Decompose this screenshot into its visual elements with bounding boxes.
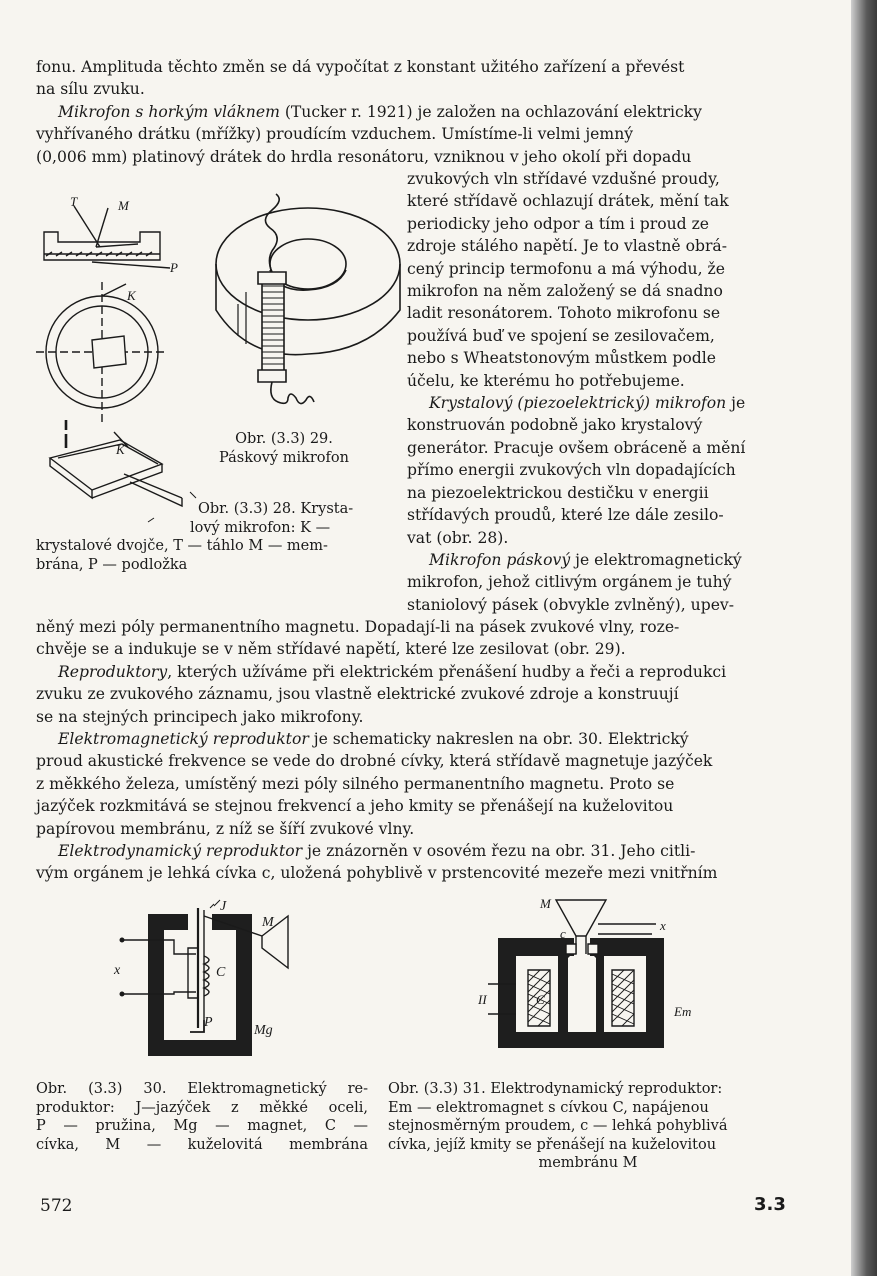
rod-line <box>74 206 100 247</box>
lead-wire-bottom <box>271 382 314 404</box>
ribbon <box>262 276 284 376</box>
text-line: účelu, ke kterému ho potřebujeme. <box>407 371 685 390</box>
caption-fig31 <box>388 1080 788 1173</box>
text-line: používá buď ve spojení se zesilovačem, <box>407 326 715 345</box>
page-number: 572 <box>40 1196 73 1216</box>
text-line: střídavých proudů, které lze dále zesilo- <box>407 506 724 525</box>
caption-line: Obr. (3.3) 31. Elektrodynamický reproduktor: <box>388 1081 723 1097</box>
caption-line: produktor: J—jazýček z měkké oceli, <box>36 1099 368 1116</box>
text-line: vat (obr. 28). <box>407 528 509 547</box>
term-hot-wire-microphone: Mikrofon s horkým vláknem <box>58 102 280 121</box>
text-block-bottom <box>36 616 784 885</box>
text-fragment: je <box>726 394 746 413</box>
text-line: zdroje stálého napětí. Je to vlastně obrá- <box>407 237 727 256</box>
term-crystal-microphone: Krystalový (piezoelektrický) mikrofon <box>429 394 727 413</box>
text-line: zvuku ze zvukového záznamu, jsou vlastně elektrické zvukové zdroje a konstruují <box>36 685 679 704</box>
term-loudspeakers: Reproduktory <box>58 662 168 681</box>
text-line: papírovou membránu, z níž se šíří zvukové vlny. <box>36 819 415 838</box>
text-line: něný mezi póly permanentního magnetu. Dopadají-li na pásek zvukové vlny, roze- <box>36 618 680 636</box>
ribbon-clamp-top <box>258 272 286 284</box>
caption-line: cívka, M — kuželovitá membrána <box>36 1136 368 1153</box>
label-mg: Mg <box>254 1023 273 1038</box>
caption-line: cívka, jejíž kmity se přenášejí na kuželovitou <box>388 1136 717 1153</box>
text-line: mikrofon, jehož citlivým orgánem je tuhý <box>407 573 732 592</box>
caption-line: Em — elektromagnet s cívkou C, napájenou <box>388 1099 709 1116</box>
text-line: ladit resonátorem. Tohoto mikrofonu se <box>407 304 721 323</box>
text-line: přímo energii zvukových vln dopadajících <box>407 461 736 480</box>
ribbon-clamp-bottom <box>258 370 286 382</box>
text-line <box>36 840 784 862</box>
label-p: P <box>204 1015 213 1030</box>
section-number: 3.3 <box>754 1194 786 1215</box>
figure-29-ribbon-microphone <box>198 192 398 417</box>
text-line <box>36 101 784 123</box>
text-line: proud akustické frekvence se vede do drobné cívky, která střídavě magnetuje jazýček <box>36 752 713 771</box>
caption-line: Obr. (3.3) 29. <box>235 431 333 447</box>
label-j: J <box>220 899 227 914</box>
text-fragment: je elektromagnetický <box>570 550 742 569</box>
caption-line: membránu M <box>538 1155 638 1171</box>
label-em: Em <box>674 1004 692 1019</box>
caption-line: stejnosměrným proudem, c — lehká pohyblivá <box>388 1118 728 1134</box>
text-line: staniolový pásek (obvykle zvlněný), upev- <box>407 595 735 614</box>
text-line <box>407 392 785 414</box>
page-edge-shadow <box>851 0 877 1276</box>
label-ii: II <box>478 992 487 1007</box>
text-line: nebo s Wheatstonovým můstkem podle <box>407 349 716 368</box>
text-line <box>36 728 784 750</box>
text-line: cený princip termofonu a má výhodu, že <box>407 259 725 278</box>
caption-line: Obr. (3.3) 30. Elektromagnetický re- <box>36 1081 368 1097</box>
text-block-right-column <box>407 168 785 616</box>
text-fragment: (Tucker r. 1921) je založen na ochlazování elektricky <box>279 102 702 121</box>
label-x: x <box>660 918 666 933</box>
term-electrodynamic-loudspeaker: Elektrodynamický reproduktor <box>58 842 303 861</box>
magnet-ring-top <box>216 208 400 320</box>
text-line: periodicky jeho odpor a tím i proud ze <box>407 214 710 233</box>
text-line: zvukových vln střídavé vzdušné proudy, <box>407 170 720 188</box>
label-c-small: c <box>560 926 566 941</box>
caption-line: lový mikrofon: K — <box>190 519 331 536</box>
magnet-yoke <box>148 914 252 1056</box>
caption-line: krystalové dvojče, T — táhlo M — mem- <box>36 538 328 554</box>
label-c-big: C <box>536 992 545 1007</box>
text-line: jazýček rozkmitává se stejnou frekvencí a jeho kmity se přenášejí na kuželovitou <box>36 797 674 816</box>
text-line: (0,006 mm) platinový drátek do hrdla resonátoru, vzniknou v jeho okolí při dopadu <box>36 147 692 166</box>
coil <box>204 956 209 996</box>
figure-30-electromagnetic-loudspeaker <box>104 896 314 1061</box>
caption-line: brána, P — podložka <box>36 556 188 573</box>
term-electromagnetic-loudspeaker: Elektromagnetický reproduktor <box>58 730 309 749</box>
term-ribbon-microphone: Mikrofon páskový <box>429 550 571 569</box>
text-line: fonu. Amplituda těchto změn se dá vypočítat z konstant užitého zařízení a převést <box>36 58 685 76</box>
text-line: konstruován podobně jako krystalový <box>407 416 703 435</box>
text-line: generátor. Pracuje ovšem obráceně a mění <box>407 438 746 457</box>
caption-line: Páskový mikrofon <box>219 449 349 466</box>
text-line: mikrofon na něm založený se dá snadno <box>407 282 723 301</box>
text-line: se na stejných principech jako mikrofony. <box>36 707 364 726</box>
label-t: T <box>70 194 78 209</box>
figure-31-electrodynamic-loudspeaker <box>476 886 716 1061</box>
caption-line: Obr. (3.3) 28. Krysta- <box>198 501 354 517</box>
label-m: M <box>262 915 274 930</box>
label-p: P <box>170 260 178 275</box>
label-x: x <box>114 963 121 978</box>
text-line: které střídavě ochlazují drátek, mění tak <box>407 192 729 211</box>
label-c: C <box>216 965 226 980</box>
crystal-plate <box>92 336 126 368</box>
voice-coil-right <box>588 944 598 954</box>
caption-line: P — pružina, Mg — magnet, C — <box>36 1118 368 1134</box>
text-line: na sílu zvuku. <box>36 80 145 99</box>
text-line: chvěje se a indukuje se v něm střídavé napětí, které lze zesilovat (obr. 29). <box>36 640 626 659</box>
text-line: vým orgánem je lehká cívka c, uložená pohyblivě v prstencovité mezeře mezi vnitřním <box>36 864 718 883</box>
text-line: vyhřívaného drátku (mřížky) proudícím vzduchem. Umístíme-li velmi jemný <box>36 125 634 144</box>
label-k: K <box>127 288 136 303</box>
caption-fig29 <box>198 430 370 467</box>
voice-coil-left <box>566 944 576 954</box>
figure-28-crystal-microphone <box>30 192 200 522</box>
lead-wire-top <box>265 194 279 272</box>
text-block-top <box>36 56 784 168</box>
text-line: na piezoelektrickou destičku v energii <box>407 483 709 502</box>
caption-fig30 <box>36 1080 368 1154</box>
text-line <box>36 661 784 683</box>
caption-fig28 <box>36 500 386 574</box>
voice-coil-leads <box>598 924 656 934</box>
label-m: M <box>118 198 129 213</box>
label-k: K <box>116 442 125 457</box>
text-fragment: je schematicky nakreslen na obr. 30. Elektrický <box>308 730 689 749</box>
text-fragment: , kterých užíváme při elektrickém přenášení hudby a řeči a reprodukci <box>167 662 727 681</box>
text-line: z měkkého železa, umístěný mezi póly silného permanentního magnetu. Proto se <box>36 774 675 793</box>
text-line <box>407 549 785 571</box>
label-m: M <box>540 896 551 911</box>
text-fragment: je znázorněn v osovém řezu na obr. 31. Jeho citli- <box>302 842 696 861</box>
